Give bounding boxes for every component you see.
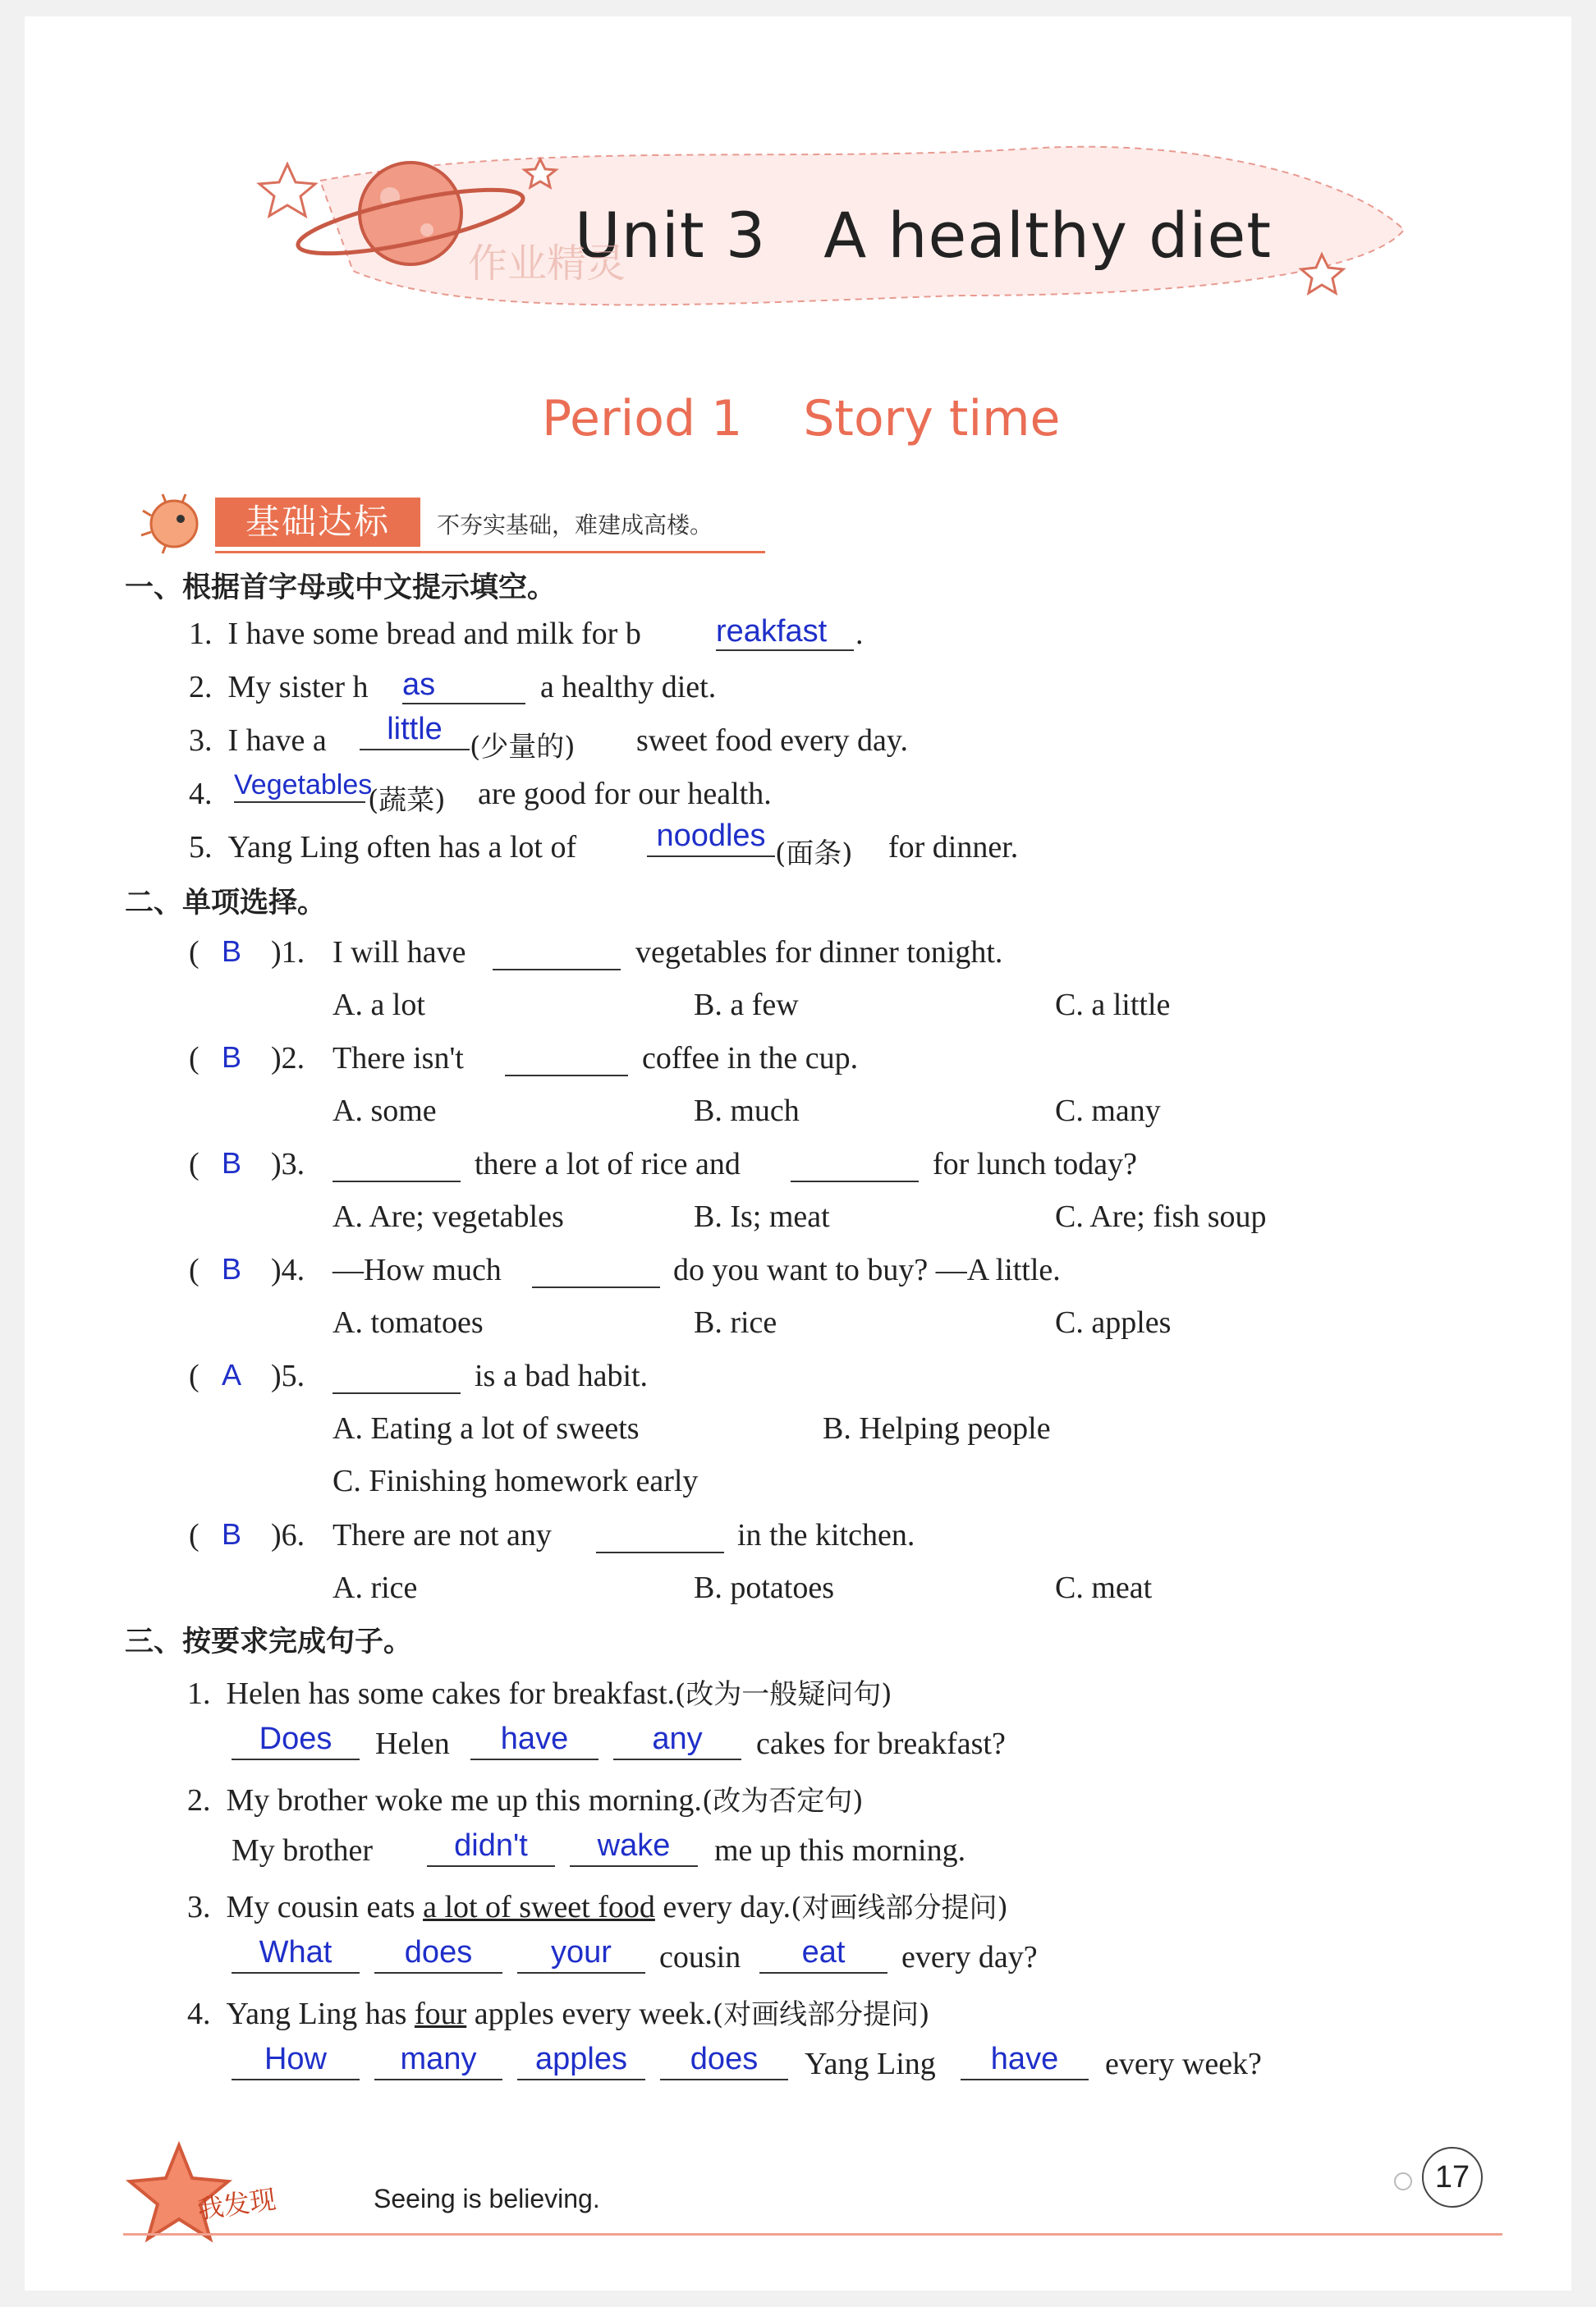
mc-blank-6 [596,1519,724,1553]
s1-blank-1: Does [232,1726,360,1760]
part3-heading: 三、按要求完成句子。 [125,1626,413,1658]
part1-item-3-end: sweet food every day. [636,723,908,758]
mc-stem-5b: is a bad habit. [475,1359,649,1393]
mc-blank-1 [493,936,621,970]
mc-stem-3a: there a lot of rice and [475,1147,741,1181]
part1-item-4-end: are good for our health. [478,777,772,811]
part1-item-4: 4. [189,777,213,811]
part1-item-2-end: a healthy diet. [540,670,717,704]
mc-option: C. many [1055,1094,1161,1128]
s2-blank-1: didn't [427,1832,555,1867]
part1-item-5-end: for dinner. [888,830,1019,865]
mc-num-2: )2. [271,1041,305,1076]
page-number: 17 [1422,2147,1483,2208]
s2-blank-2: wake [570,1832,698,1867]
part1-item-2: 2. My sister h [189,670,369,704]
s1-blank-3: any [613,1726,741,1760]
mc-answer-2: B [222,1040,242,1074]
sentence-3: 3. My cousin eats a lot of sweet food every day.(对画线部分提问) [187,1890,1008,1924]
part1-item-5: 5. Yang Ling often has a lot of [189,830,577,865]
star-icon [259,164,315,216]
s4-blank-2: many [374,2046,502,2080]
mc-question-1: ( [189,935,200,970]
period-heading: Period 1 Story time [542,390,1061,447]
mc-answer-5: A [222,1358,242,1392]
mc-num-5: )5. [271,1359,305,1393]
mc-option: C. apples [1055,1305,1172,1340]
s1-blank-2: have [470,1726,598,1760]
mc-question-2: ( [189,1041,200,1076]
s2-word-2: me up this morning. [714,1833,966,1868]
footer-rule [123,2233,1502,2236]
mc-blank-2 [505,1042,628,1076]
s3-blank-3: your [517,1939,645,1974]
mc-option: A. a lot [332,988,425,1022]
mc-option: A. Eating a lot of sweets [332,1411,640,1446]
hint-1-3: (少量的) [470,731,576,764]
s3-word-2: every day? [901,1940,1038,1974]
mc-num-1: )1. [271,935,305,970]
mc-question-3: ( [189,1147,200,1181]
mc-option: B. a few [694,988,799,1022]
unit-title: Unit 3 A healthy diet [575,199,1273,272]
s4-blank-1: How [232,2046,360,2080]
part1-item-1-end: . [855,617,864,651]
part2-heading: 二、单项选择。 [125,887,327,920]
s3-blank-2: does [374,1939,502,1974]
mc-option: A. Are; vegetables [332,1199,564,1234]
mc-answer-1: B [222,934,242,968]
mc-option: C. a little [1055,988,1171,1022]
sentence-1: 1. Helen has some cakes for breakfast.(改为一般疑问句) [187,1676,892,1711]
s4-blank-5: have [961,2046,1089,2080]
mc-answer-3: B [222,1146,242,1180]
blank-1-3: little [360,716,470,750]
mc-stem-4b: do you want to buy? —A little. [673,1253,1061,1287]
part1-item-1: 1. I have some bread and milk for b [189,617,641,651]
mc-stem-2a: There isn't [332,1041,464,1076]
mc-stem-1a: I will have [332,935,466,970]
s3-word-1: cousin [659,1940,741,1974]
mc-stem-2b: coffee in the cup. [642,1041,859,1076]
footer-badge: 我发现 [195,2183,278,2226]
mc-answer-6: B [222,1517,242,1551]
pufferfish-icon [133,491,215,557]
mc-num-6: )6. [271,1518,305,1553]
sentence-4: 4. Yang Ling has four apples every week.(对画线部分提问) [187,1997,930,2031]
mc-blank-3a [332,1148,461,1182]
mc-option: C. meat [1055,1571,1153,1605]
mc-option: B. rice [694,1305,777,1340]
mc-option: A. tomatoes [332,1305,484,1340]
s3-blank-1: What [232,1939,360,1974]
s4-word-2: every week? [1105,2047,1262,2081]
answer-1-1: reakfast [716,614,854,651]
mc-num-4: )4. [271,1253,305,1287]
hint-1-5: (面条) [775,837,853,870]
part1-heading: 一、根据首字母或中文提示填空。 [125,571,557,604]
mc-stem-6b: in the kitchen. [737,1518,915,1553]
mc-blank-5 [332,1360,461,1394]
watermark: 作业精灵 [468,241,626,287]
mc-stem-4a: —How much [332,1253,502,1287]
section-tag-rule [215,551,765,553]
section-tag-slogan: 不夯实基础，难建成高楼。 [437,511,713,539]
part1-item-3: 3. I have a [189,723,327,758]
workbook-page [25,16,1571,2291]
s4-blank-4: does [660,2046,788,2080]
s1-word-1: Helen [375,1727,450,1761]
mc-num-3: )3. [271,1147,305,1181]
mc-blank-3b [791,1148,919,1182]
mc-blank-4 [532,1254,660,1288]
s1-word-2: cakes for breakfast? [756,1727,1006,1761]
section-tag-label: 基础达标 [215,498,420,547]
blank-1-5: noodles [647,823,775,857]
footer-dot-icon [1394,2172,1412,2190]
mc-option: A. some [332,1094,437,1128]
answer-1-2: as [402,667,525,704]
mc-question-6: ( [189,1518,200,1553]
hint-1-4: (蔬菜) [368,784,446,817]
mc-option: C. Are; fish soup [1055,1199,1267,1234]
mc-answer-4: B [222,1252,242,1286]
footer-motto: Seeing is believing. [374,2184,600,2213]
mc-question-4: ( [189,1253,200,1287]
s3-blank-4: eat [759,1939,887,1974]
section-tag [133,491,765,557]
mc-option: B. Helping people [823,1411,1051,1446]
mc-question-5: ( [189,1359,200,1393]
s4-word-1: Yang Ling [805,2047,936,2081]
sentence-2: 2. My brother woke me up this morning.(改为否定句) [187,1783,864,1818]
answer-1-4: Vegetables [234,769,365,803]
mc-option: B. Is; meat [694,1199,830,1234]
mc-option: C. Finishing homework early [332,1464,699,1498]
s4-blank-3: apples [517,2046,645,2080]
mc-option: B. much [694,1094,800,1128]
mc-stem-1b: vegetables for dinner tonight. [635,935,1003,970]
mc-option: A. rice [332,1571,418,1605]
mc-stem-6a: There are not any [332,1518,552,1553]
s2-word-1: My brother [232,1833,374,1868]
mc-option: B. potatoes [694,1571,834,1605]
mc-stem-3b: for lunch today? [933,1147,1138,1181]
